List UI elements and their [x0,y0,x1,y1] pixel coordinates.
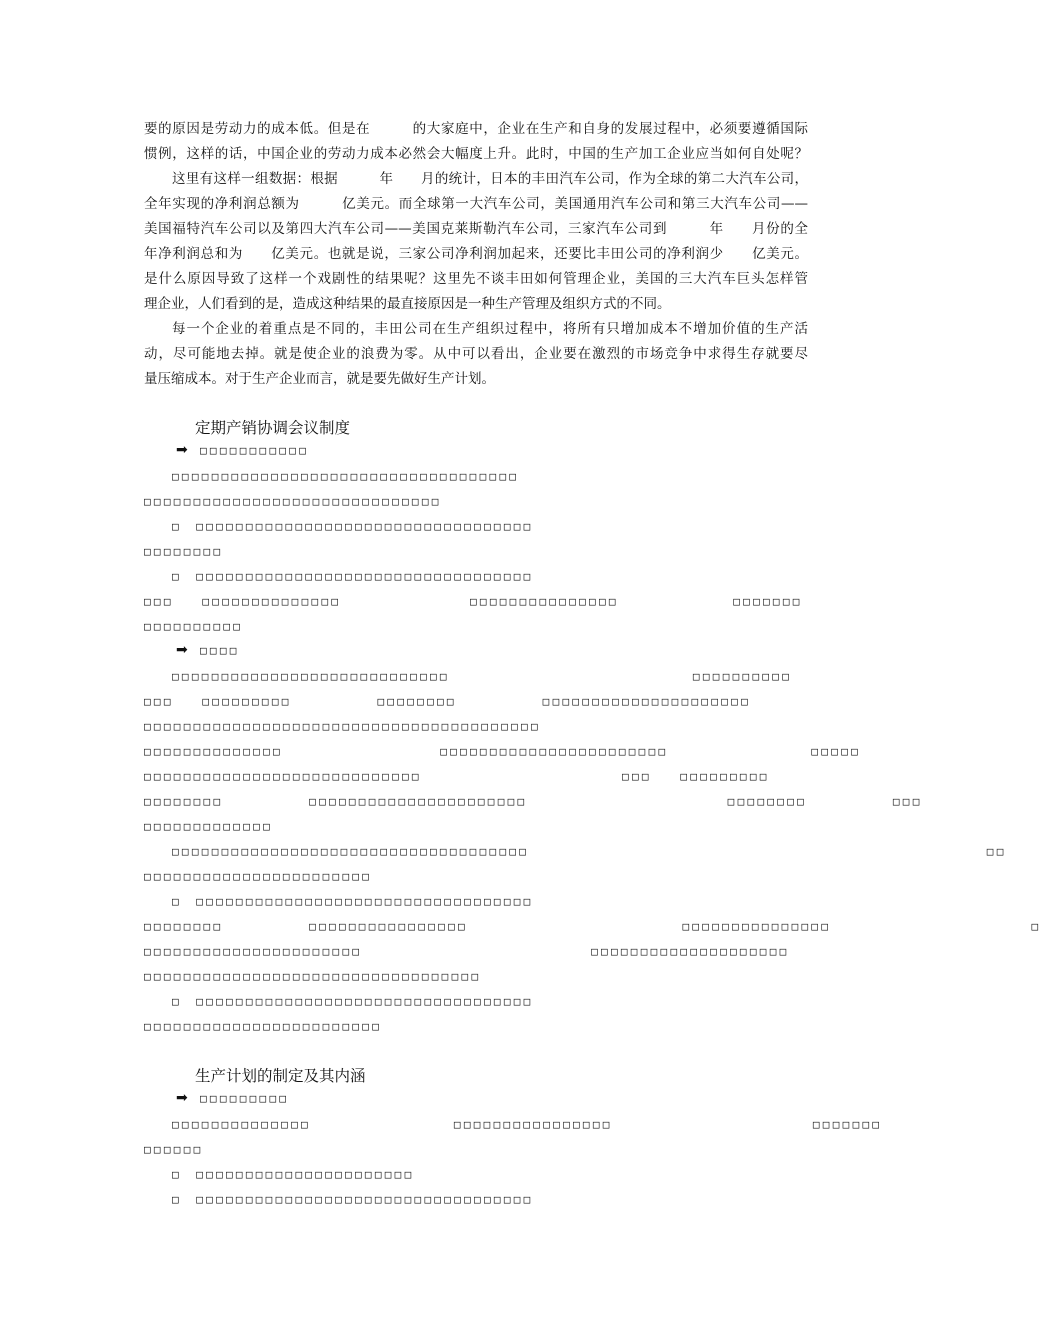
intro-paragraph-1-line-1: 要的原因是劳动力的成本低。但是在 的大家庭中，企业在生产和自身的发展过程中，必须要遵循国际 [144,121,808,137]
intro-paragraph-2-line-3: 美国福特汽车公司以及第四大汽车公司——美国克莱斯勒汽车公司，三家汽车公司到 年 月份的全 [144,221,808,237]
intro-paragraph-3-line-2: 动，尽可能地去掉。就是使企业的浪费为零。从中可以看出，企业要在激烈的市场竞争中求得生存就要尽 [144,346,808,362]
garbled-line: □□□□□□□□□□□□□□□□□□□□□□□□□□□□ □□□□□□□□□□ [172,670,793,683]
garbled-line: □ □□□□□□□□□□□□□□□□□□□□□□ [172,1168,415,1181]
garbled-line: □□□□□□□□□□□□□□□□□□□□□□□□□□□□□□ [144,495,442,508]
arrow-right-icon: ➡ [176,1090,188,1106]
garbled-line: □□□□□□□□□□□□□□□□□□□□□□□□□□□□□□□□□□ [144,970,482,983]
garbled-line: □ □□□□□□□□□□□□□□□□□□□□□□□□□□□□□□□□□□ [172,895,534,908]
bullet-label: □□□□□□□□□ [200,1092,290,1105]
garbled-line: □□□□□□□□□□□□□□ □□□□□□□□□□□□□□□□□□□□□□□ □□□□□ [144,745,862,758]
garbled-line: □□□□□□□□□□□□□□□□□□□□□□□□□□□□ □□□ □□□□□□□□□ [144,770,770,783]
section-heading-production-sales-meeting: 定期产销协调会议制度 [195,419,351,437]
garbled-line: □ □□□□□□□□□□□□□□□□□□□□□□□□□□□□□□□□□□ [172,520,534,533]
garbled-line: □ □□□□□□□□□□□□□□□□□□□□□□□□□□□□□□□□□□ [172,995,534,1008]
garbled-line: □□□□□□□□□□□□□□□□□□□□□□□□□□□□□□□□□□□□ □□ [172,845,1007,858]
garbled-line: □□□□□□□□□□□□□□ □□□□□□□□□□□□□□□□ □□□□□□□ [172,1118,883,1131]
intro-paragraph-3-line-1: 每一个企业的着重点是不同的，丰田公司在生产组织过程中，将所有只增加成本不增加价值的生产活 [172,321,808,337]
garbled-line: □□□□□□□□ □□□□□□□□□□□□□□□□ □□□□□□□□□□□□□□□ □ [144,920,1041,933]
intro-paragraph-2-line-5: 是什么原因导致了这样一个戏剧性的结果呢？这里先不谈丰田如何管理企业，美国的三大汽车巨头怎样管 [144,271,808,287]
garbled-line: □□□□□□□□□□□□□□□□□□□□□□□□ [144,1020,383,1033]
intro-paragraph-2-line-2: 全年实现的净利润总额为 亿美元。而全球第一大汽车公司，美国通用汽车公司和第三大汽车公司—— [144,196,808,212]
garbled-line: □□□□□□□□□□□□□□□□□□□□□□□ [144,870,373,883]
garbled-line: □□□□□□□□□□□□□□□□□□□□□□□□□□□□□□□□□□□ [172,470,520,483]
section-heading-production-plan: 生产计划的制定及其内涵 [195,1067,366,1085]
garbled-line: □□□□□□□□□□ [144,620,244,633]
intro-paragraph-2-line-1: 这里有这样一组数据：根据 年 月的统计，日本的丰田汽车公司，作为全球的第二大汽车公司， [172,171,808,187]
intro-paragraph-2-line-6: 理企业，人们看到的是，造成这种结果的最直接原因是一种生产管理及组织方式的不同。 [144,296,671,312]
bullet-label: □□□□□□□□□□□ [200,444,310,457]
arrow-right-icon: ➡ [176,642,188,658]
garbled-line: □□□□□□□□□□□□□□□□□□□□□□□□□□□□□□□□□□□□□□□□ [144,720,541,733]
intro-paragraph-1-line-2: 惯例，这样的话，中国企业的劳动力成本必然会大幅度上升。此时，中国的生产加工企业应当如何自处呢？ [144,146,808,162]
intro-paragraph-2-line-4: 年净利润总和为 亿美元。也就是说，三家公司净利润加起来，还要比丰田公司的净利润少 亿美元。 [144,246,808,262]
garbled-line: □□□□□□□□□□□□□ [144,820,273,833]
garbled-line: □ □□□□□□□□□□□□□□□□□□□□□□□□□□□□□□□□□□ [172,570,534,583]
intro-paragraph-3-line-3: 量压缩成本。对于生产企业而言，就是要先做好生产计划。 [144,371,495,387]
garbled-line: □□□□□□□□ [144,545,224,558]
garbled-line: □□□□□□□□ □□□□□□□□□□□□□□□□□□□□□□ □□□□□□□□ □□□ [144,795,923,808]
garbled-line: □□□ □□□□□□□□□ □□□□□□□□ □□□□□□□□□□□□□□□□□□□□□ [144,695,752,708]
arrow-right-icon: ➡ [176,442,188,458]
garbled-line: □□□ □□□□□□□□□□□□□□ □□□□□□□□□□□□□□□ □□□□□□□ [144,595,803,608]
bullet-label: □□□□ [200,644,240,657]
garbled-line: □□□□□□□□□□□□□□□□□□□□□□ □□□□□□□□□□□□□□□□□□□□ [144,945,790,958]
garbled-line: □□□□□□ [144,1143,204,1156]
garbled-line: □ □□□□□□□□□□□□□□□□□□□□□□□□□□□□□□□□□□ [172,1193,534,1206]
